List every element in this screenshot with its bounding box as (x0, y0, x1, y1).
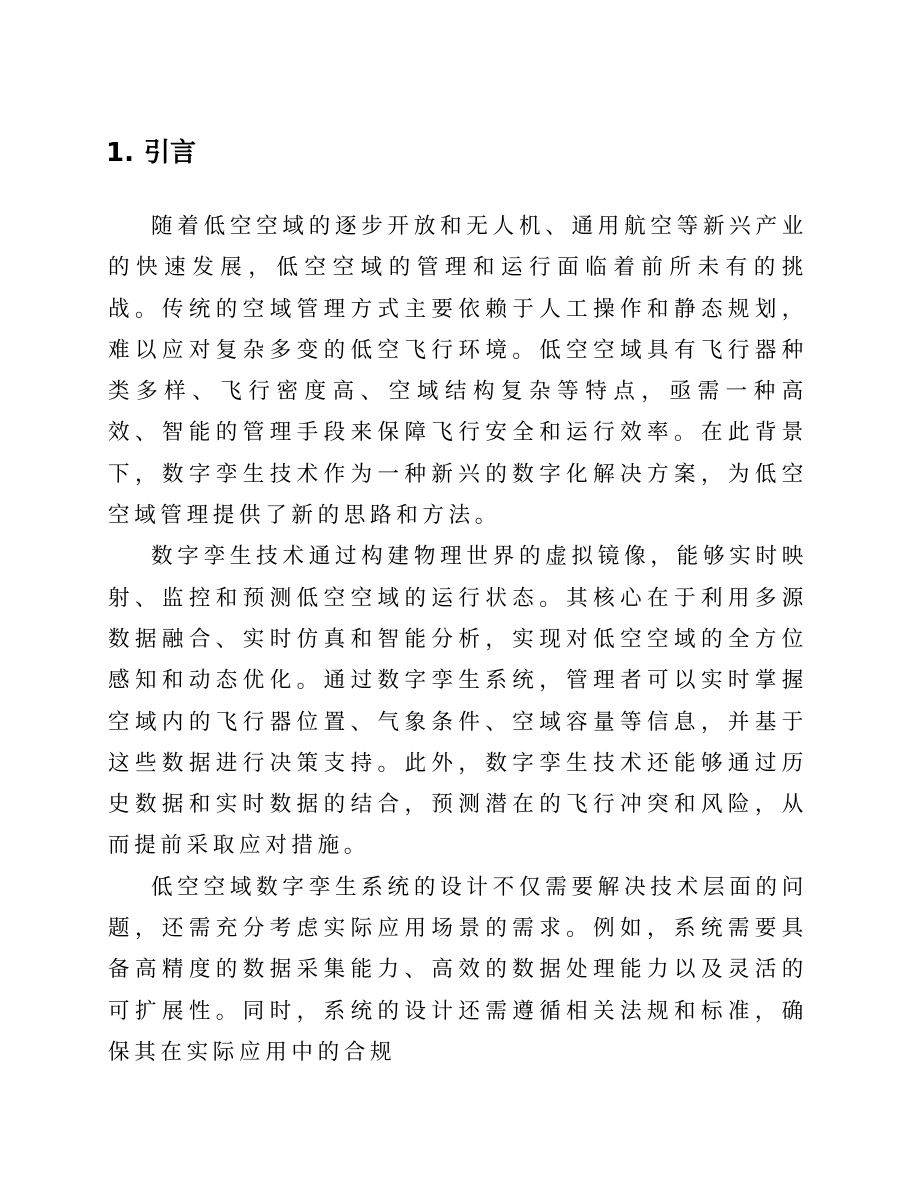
section-heading (106, 134, 196, 172)
paragraph: 随着低空空域的逐步开放和无人机、通用航空等新兴产业的快速发展，低空空域的管理和运行面临着前所未有的挑战。传统的空域管理方式主要依赖于人工操作和静态规划，难以应对复杂多变的低空飞行环境。低空空域具有飞行器种类多样、飞行密度高、空域结构复杂等特点，亟需一种高效、智能的管理手段来保障飞行安全和运行效率。在此背景下，数字孪生技术作为一种新兴的数字化解决方案，为低空空域管理提供了新的思路和方法。 (108, 214, 808, 529)
section-title: 引言 (143, 138, 196, 168)
paragraph: 数字孪生技术通过构建物理世界的虚拟镜像，能够实时映射、监控和预测低空空域的运行状态。其核心在于利用多源数据融合、实时仿真和智能分析，实现对低空空域的全方位感知和动态优化。通过数字孪生系统，管理者可以实时掌握空域内的飞行器位置、气象条件、空域容量等信息，并基于这些数据进行决策支持。此外，数字孪生技术还能够通过历史数据和实时数据的结合，预测潜在的飞行冲突和风险，从而提前采取应对措施。 (108, 544, 808, 859)
body-text (108, 206, 808, 1073)
section-number: 1. (106, 138, 134, 168)
paragraph: 低空空域数字孪生系统的设计不仅需要解决技术层面的问题，还需充分考虑实际应用场景的需求。例如，系统需要具备高精度的数据采集能力、高效的数据处理能力以及灵活的可扩展性。同时，系统的设计还需遵循相关法规和标准，确保其在实际应用中的合规 (108, 874, 808, 1065)
